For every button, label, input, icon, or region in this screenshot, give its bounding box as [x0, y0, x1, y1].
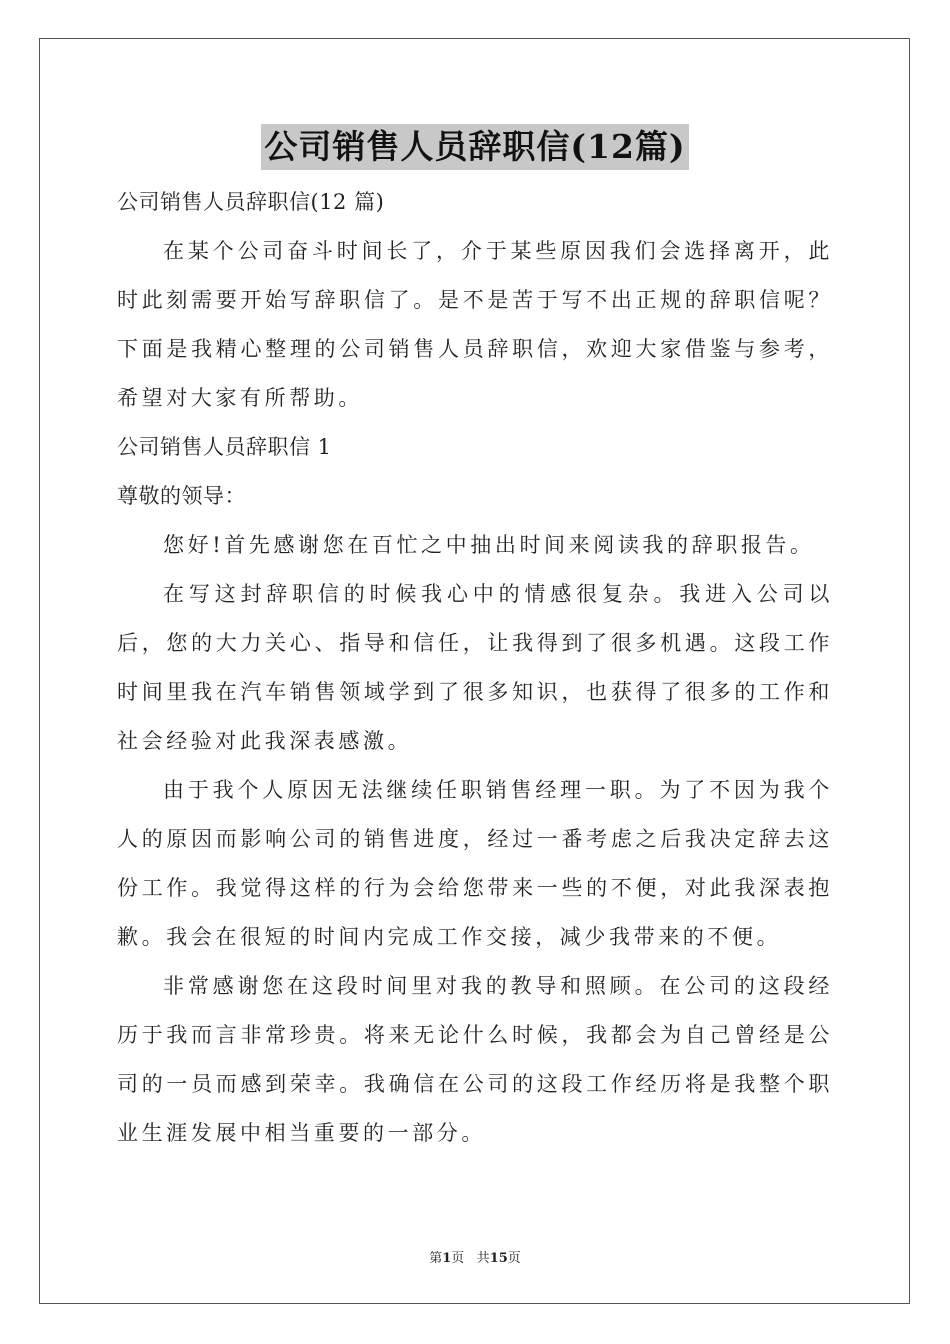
- footer-page-prefix: 第: [429, 1251, 443, 1266]
- footer-total-pages: 15: [489, 1251, 508, 1266]
- footer-page-suffix: 页: [451, 1251, 465, 1266]
- title-container: [0, 124, 950, 170]
- document-title: 公司销售人员辞职信(12篇): [261, 124, 688, 170]
- intro-paragraph: 在某个公司奋斗时间长了，介于某些原因我们会选择离开，此时此刻需要开始写辞职信了。是不是苦于写不出正规的辞职信呢？下面是我精心整理的公司销售人员辞职信，欢迎大家借鉴与参考，希望对大家有所帮助。: [117, 239, 833, 410]
- body-paragraph: 非常感谢您在这段时间里对我的教导和照顾。在公司的这段经历于我而言非常珍贵。将来无论什么时候，我都会为自己曾经是公司的一员而感到荣幸。我确信在公司的这段工作经历将是我整个职业生涯发展中相当重要的一部分。: [117, 974, 833, 1145]
- footer-total-suffix: 页: [507, 1251, 521, 1266]
- document-body: [117, 178, 833, 1158]
- section-heading: 公司销售人员辞职信 1: [117, 435, 332, 459]
- page-footer: [0, 1247, 950, 1266]
- footer-total-prefix: 共: [476, 1251, 490, 1266]
- body-paragraph: 由于我个人原因无法继续任职销售经理一职。为了不因为我个人的原因而影响公司的销售进度，经过一番考虑之后我决定辞去这份工作。我觉得这样的行为会给您带来一些的不便，对此我深表抱歉。我会在很短的时间内完成工作交接，减少我带来的不便。: [117, 778, 833, 949]
- salutation: 尊敬的领导：: [117, 484, 246, 508]
- body-paragraph: 您好!首先感谢您在百忙之中抽出时间来阅读我的辞职报告。: [163, 533, 815, 557]
- footer-page-number: 1: [442, 1251, 452, 1266]
- document-subtitle: 公司销售人员辞职信(12 篇): [117, 190, 385, 214]
- body-paragraph: 在写这封辞职信的时候我心中的情感很复杂。我进入公司以后，您的大力关心、指导和信任，让我得到了很多机遇。这段工作时间里我在汽车销售领域学到了很多知识，也获得了很多的工作和社会经验对此我深表感激。: [117, 582, 833, 753]
